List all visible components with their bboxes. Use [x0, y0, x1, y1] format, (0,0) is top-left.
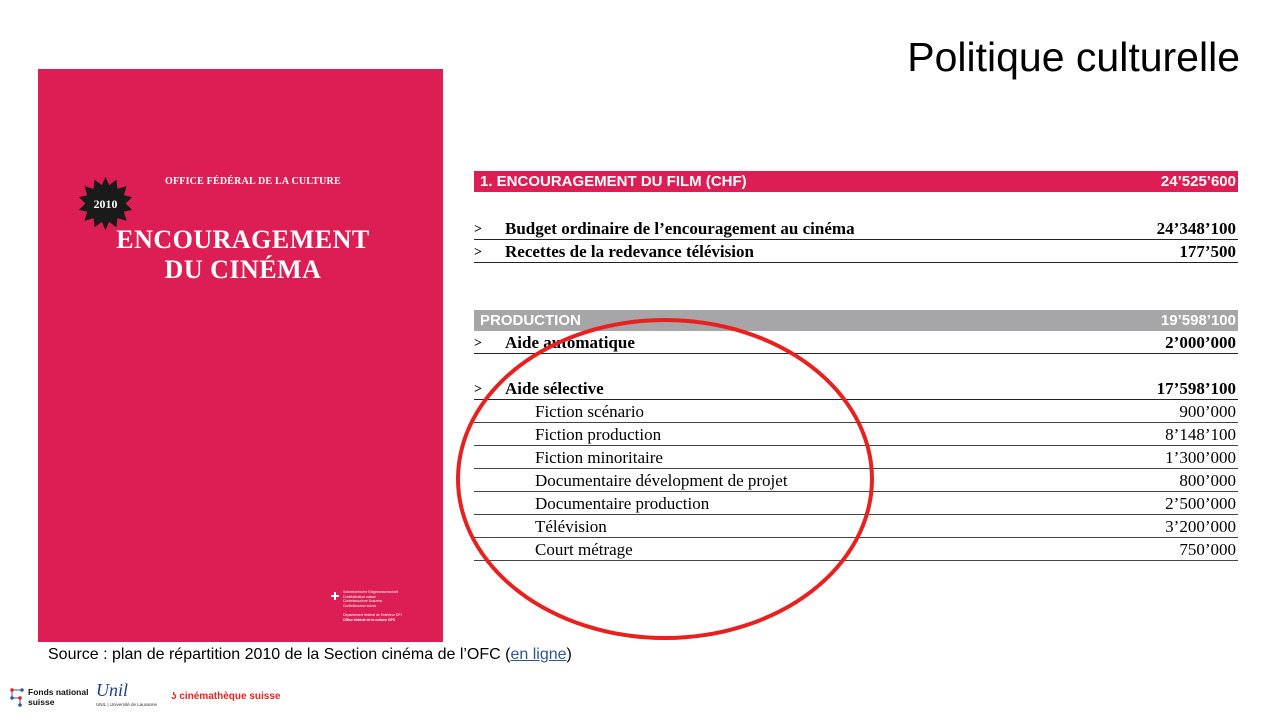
- fns-network-icon: [8, 686, 28, 708]
- source-note: [48, 646, 572, 664]
- cover-logo-line: Confédération suisse: [343, 594, 376, 599]
- arrow-glyph: >: [474, 336, 482, 351]
- row-value: 2’500’000: [1165, 494, 1236, 513]
- row-label: Fiction production: [535, 425, 662, 444]
- cinematheque-icon: ʖ: [171, 691, 177, 702]
- row-label: Fiction minoritaire: [535, 448, 663, 467]
- row-label: Documentaire dévelopment de projet: [535, 471, 788, 490]
- table-row: [474, 492, 1238, 515]
- cover-title-line1: ENCOURAGEMENT: [116, 225, 370, 254]
- cinematheque-label: cinémathèque suisse: [179, 691, 281, 702]
- production-value: 19’598’100: [1160, 312, 1236, 329]
- table-header-value: 24’525’600: [1160, 173, 1236, 190]
- table-row: [474, 515, 1238, 538]
- row-value: 750’000: [1179, 540, 1236, 559]
- footer-logos: [6, 680, 306, 712]
- row-value: 177’500: [1179, 242, 1236, 261]
- cover-logo-line: Confederazione Svizzera: [343, 599, 383, 603]
- cover-title: [98, 225, 388, 285]
- cover-logo-line: Confederaziun svizra: [343, 603, 376, 608]
- fns-line2: suisse: [28, 697, 55, 707]
- row-label: Recettes de la redevance télévision: [505, 242, 754, 261]
- row-value: 3’200’000: [1165, 517, 1236, 536]
- table-row: [474, 240, 1238, 263]
- row-value: 1’300’000: [1165, 448, 1236, 467]
- fns-line1: Fonds national: [28, 687, 89, 697]
- cover-logo-dept: Office fédéral de la culture OFC: [343, 617, 396, 622]
- cover-title-line2: DU CINÉMA: [164, 255, 322, 284]
- table-header-bar: [474, 171, 1238, 192]
- slide-title: Politique culturelle: [907, 34, 1240, 80]
- table-row: [474, 423, 1238, 446]
- table-row: [474, 469, 1238, 492]
- table-row: [474, 400, 1238, 423]
- row-value: 8’148’100: [1165, 425, 1236, 444]
- cover-year: 2010: [93, 197, 118, 212]
- cover-logo-line: Schweizerische Eidgenossenschaft: [343, 590, 398, 594]
- production-header-bar: [474, 310, 1238, 331]
- table-row: [474, 217, 1238, 240]
- table-row: [474, 446, 1238, 469]
- row-value: 24’348’100: [1156, 219, 1236, 238]
- unil-subtitle: UNIL | Université de Lausanne: [96, 702, 158, 707]
- production-label: PRODUCTION: [480, 312, 581, 329]
- row-value: 2’000’000: [1165, 333, 1236, 352]
- row-value: 900’000: [1179, 402, 1236, 421]
- starburst-icon: [78, 176, 133, 231]
- cover-logo-dept: Département fédéral de l’intérieur DFI: [343, 613, 402, 617]
- unil-wordmark: Unil: [96, 680, 129, 700]
- arrow-glyph: >: [474, 382, 482, 397]
- cover-office-name: OFFICE FÉDÉRAL DE LA CULTURE: [165, 176, 341, 187]
- row-label: Télévision: [535, 517, 607, 536]
- row-label: Budget ordinaire de l’encouragement au cinéma: [505, 219, 855, 238]
- cinematheque-logo: [171, 691, 281, 702]
- row-value: 17’598’100: [1156, 379, 1236, 398]
- table-row: [474, 538, 1238, 561]
- row-label: Aide automatique: [505, 333, 635, 352]
- table-row: [474, 331, 1238, 354]
- row-label: Fiction scénario: [535, 402, 645, 421]
- row-label: Documentaire production: [535, 494, 710, 513]
- table-row: [474, 377, 1238, 400]
- row-value: 800’000: [1179, 471, 1236, 490]
- row-label: Court métrage: [535, 540, 633, 559]
- source-text: Source : plan de répartition 2010 de la Section cinéma de l’OFC (: [48, 646, 511, 663]
- source-suffix: ): [566, 646, 572, 663]
- year-starburst-badge: [78, 176, 133, 231]
- arrow-glyph: >: [474, 245, 482, 260]
- swiss-cross-icon: [331, 592, 339, 600]
- row-label: Aide sélective: [505, 379, 604, 398]
- source-link[interactable]: en ligne: [510, 646, 567, 663]
- arrow-glyph: >: [474, 222, 482, 237]
- table-header-label: 1. ENCOURAGEMENT DU FILM (CHF): [480, 173, 747, 190]
- brochure-cover: [38, 69, 443, 642]
